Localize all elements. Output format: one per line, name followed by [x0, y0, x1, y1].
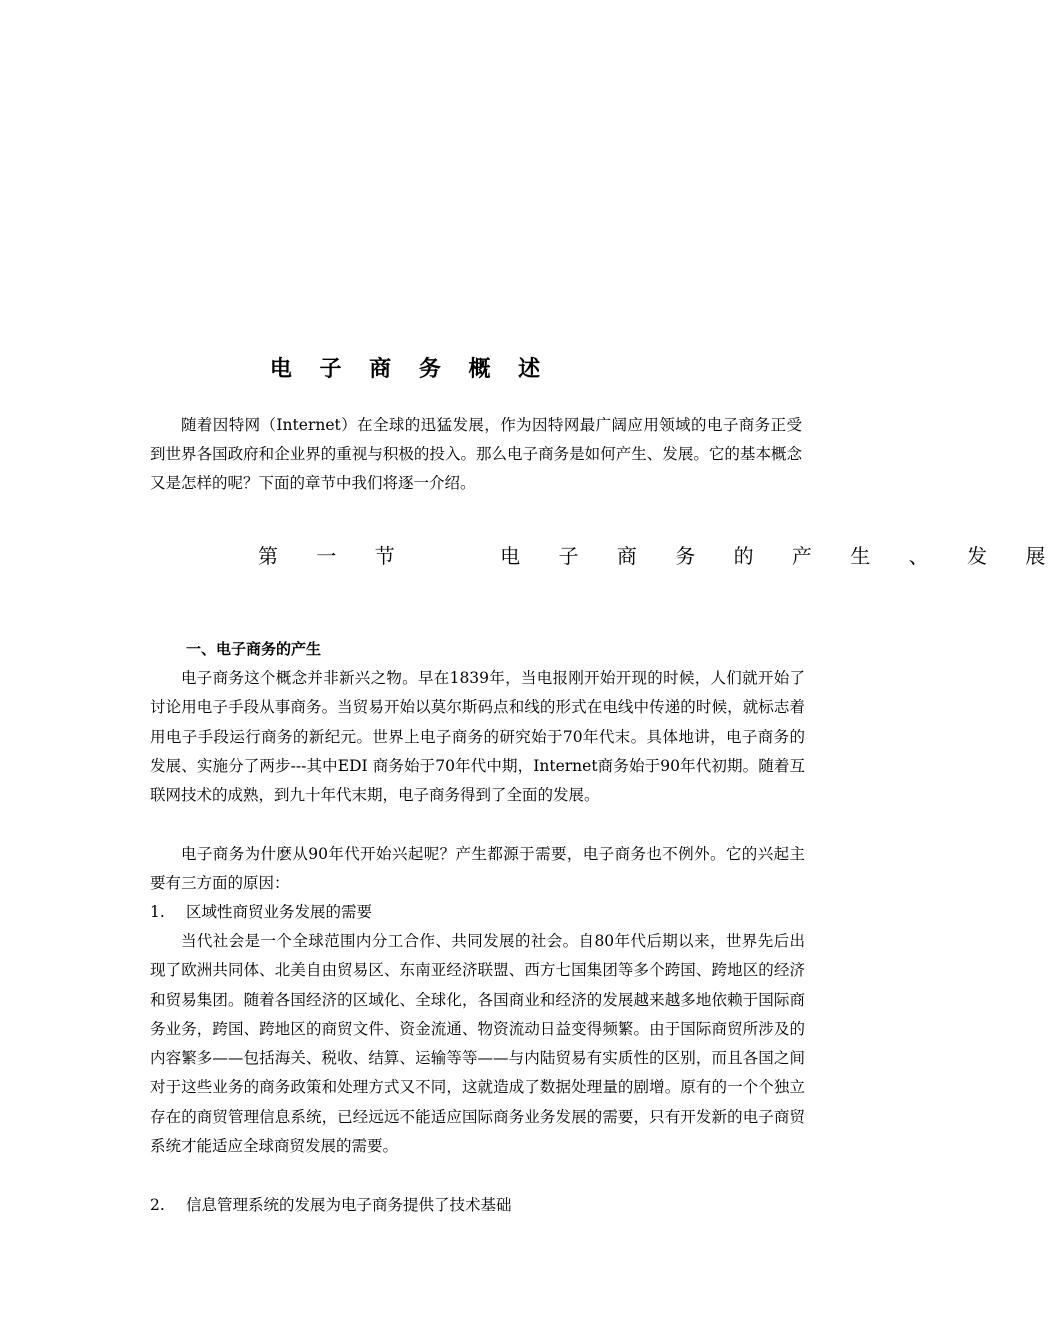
- body-paragraph-reasons: 电子商务为什麽从90年代开始兴起呢？产生都源于需要，电子商务也不例外。它的兴起主要有三方面的原因：: [150, 845, 805, 893]
- numbered-item-1-text: 区域性商贸业务发展的需要: [186, 903, 373, 921]
- body-paragraph-origin: 电子商务这个概念并非新兴之物。早在1839年，当电报刚开始开现的时候，人们就开始了讨论用电子手段从事商务。当贸易开始以莫尔斯码点和线的形式在电线中传递的时候，就标志着用电子手段运行商务的新纪元。世界上电子商务的研究始于70年代末。具体地讲，电子商务的发展、实施分了两步---其中EDI 商务始于70年代中期，Internet商务始于90年代初期。随着互联网技术的成熟，到九十年代末期，电子商务得到了全面的发展。: [150, 669, 805, 805]
- numbered-item-2: [150, 1191, 512, 1220]
- document-title: 电 子 商 务 概 述: [269, 357, 551, 382]
- intro-paragraph: 随着因特网（Internet）在全球的迅猛发展，作为因特网最广阔应用领域的电子商务正受到世界各国政府和企业界的重视与积极的投入。那么电子商务是如何产生、发展。它的基本概念又是怎样的呢？下面的章节中我们将逐一介绍。: [150, 416, 802, 492]
- numbered-item-2-text: 信息管理系统的发展为电子商务提供了技术基础: [186, 1196, 512, 1214]
- section-heading: 第 一 节 电 子 商 务 的 产 生 、 发 展: [258, 544, 1061, 568]
- numbered-item-2-number: 2.: [150, 1196, 165, 1214]
- numbered-item-1: [150, 898, 372, 927]
- subsection-heading: 一、电子商务的产生: [186, 640, 322, 658]
- body-paragraph-regional: 当代社会是一个全球范围内分工合作、共同发展的社会。自80年代后期以来，世界先后出现了欧洲共同体、北美自由贸易区、东南亚经济联盟、西方七国集团等多个跨国、跨地区的经济和贸易集团。随着各国经济的区域化、全球化，各国商业和经济的发展越来越多地依赖于国际商务业务，跨国、跨地区的商贸文件、资金流通、物资流动日益变得频繁。由于国际商贸所涉及的内容繁多——包括海关、税收、结算、运输等等——与内陆贸易有实质性的区别，而且各国之间对于这些业务的商务政策和处理方式又不同，这就造成了数据处理量的剧增。原有的一个个独立存在的商贸管理信息系统，已经远远不能适应国际商务业务发展的需要，只有开发新的电子商贸系统才能适应全球商贸发展的需要。: [150, 932, 805, 1156]
- numbered-item-1-number: 1.: [150, 903, 165, 921]
